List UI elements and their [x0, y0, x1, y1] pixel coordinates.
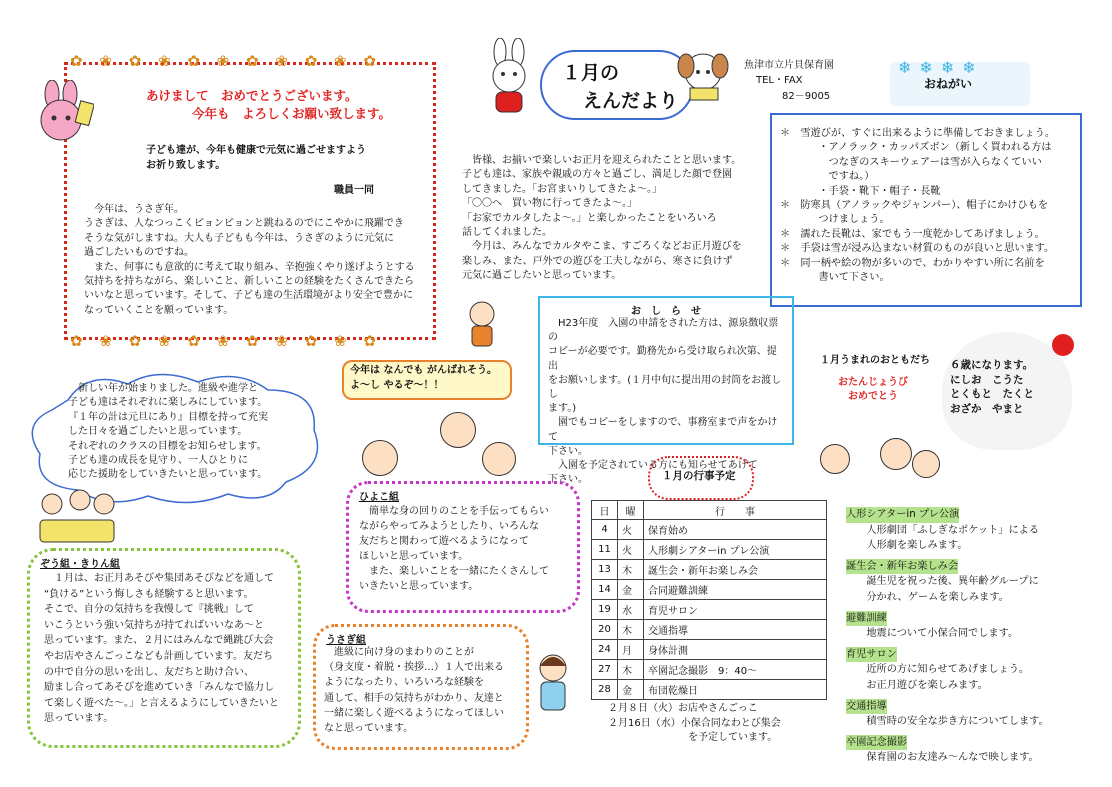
event-name: 布団乾燥日 [644, 680, 827, 700]
schedule-body: 誕生児を祝った後、異年齢グループに 分かれ、ゲームを楽しみます。 [866, 576, 1039, 603]
usagi-class-body: 進級に向け身のまわりのことが （身支度・着脱・挨拶…）１人で出来る ようになったり、いろいろな経験を 通して、相手の気持ちがわかり、友達と 一緒に楽しく遊べるようになってほしい なと思っています。 [324, 647, 504, 735]
zoo-class-label: ぞう組・きりん組 [40, 559, 120, 570]
zoo-class-body: １月は、お正月あそびや集団あそびなどを通して “負ける”という悔しさも経験すると思います。 そこで、自分の気持ちを我慢して『挑戦』して いこうという強い気持ちが持てればいいなあ～と 思っています。また、２月にはみんなで縄跳び大会 やお店やさんごっこなども計画しています。友だち の中で自分の思いを出し、友だちと助け合い、 励まし合ってあそびを進めていき「みんなで協力し て楽しく遊べた～。」と言えるようにしていきたいと 思っています。 [44, 573, 279, 725]
table-row [592, 580, 827, 600]
event-name: 卒園記念撮影 9：40～ [644, 660, 827, 680]
child-illustration [462, 298, 502, 354]
event-day: 14 [592, 580, 618, 600]
events-followup: ２月８日（火）お店やさんごっこ ２月16日（水）小保合同なわとび集会 を予定しています。 [608, 703, 781, 743]
event-name: 育児サロン [644, 600, 827, 620]
event-day: 24 [592, 640, 618, 660]
schedule-body: 近所の方に知らせてあげましょう。 お正月遊びを楽しみます。 [866, 664, 1030, 691]
table-row [592, 540, 827, 560]
events-table [591, 500, 827, 700]
usagi-class-label: うさぎ組 [326, 635, 366, 646]
schedule-body: 地震について小保合同でします。 [846, 628, 1019, 640]
event-name: 交通指導 [644, 620, 827, 640]
events-header-weekday: 曜 [618, 501, 644, 520]
request-item: ＊ 雪遊びが、すぐに出来るように準備しておきましょう。 ・アノラック・カッパズボン（新しく買われる方は つなぎのスキーウェアーは雪が入らなくていい ですね。） ・手袋・靴下・帽子・長靴 [780, 128, 1056, 197]
notice-body: H23年度 入園の申請をされた方は、源泉徴収票の コピーが必要です。勤務先から受け取られ次第、提出 をお願いします。(１月中旬に提出用の封筒をお渡しし ます。) 園でもコピーをしますので、事務室まで声をかけて 下さい。 入園を予定されている方にも知らせてあげて 下さい。 [548, 318, 782, 486]
greeting-signature: 職員一同 [334, 185, 374, 196]
child-face-icon [820, 444, 850, 474]
child-face-icon [880, 438, 912, 470]
event-weekday: 火 [618, 520, 644, 540]
schedule-notes [846, 502, 1086, 766]
onegai-title: おねがい [924, 77, 973, 91]
event-name: 人形劇シアターin プレ公演 [644, 540, 827, 560]
girl-face-icon [482, 442, 516, 476]
schedule-body: 積雪時の安全な歩き方についてします。 [846, 716, 1049, 728]
event-day: 13 [592, 560, 618, 580]
table-row [592, 660, 827, 680]
girl-face-icon [362, 440, 398, 476]
notice-title: お し ら せ [631, 306, 701, 317]
table-row [592, 680, 827, 700]
phone-number: 82－9005 [782, 91, 831, 102]
decoration-bottom: ✿ ❀ ✿ ❀ ✿ ❀ ✿ ❀ ✿ ❀ ✿ [70, 332, 382, 350]
greeting-wish: 子ども達が、今年も健康で元気に過ごせますよう お祈り致します。 [146, 145, 366, 171]
schedule-item [846, 730, 1086, 766]
rabbit-illustration [474, 38, 550, 118]
event-weekday: 木 [618, 620, 644, 640]
requests-box [770, 113, 1082, 307]
event-weekday: 月 [618, 640, 644, 660]
schedule-heading: 人形シアターin プレ公演 [846, 507, 959, 523]
event-weekday: 金 [618, 580, 644, 600]
birthday-wish: おたんじょうび おめでとう [838, 377, 908, 402]
event-day: 28 [592, 680, 618, 700]
event-weekday: 金 [618, 680, 644, 700]
greeting-body: 今年は、うさぎ年。 うさぎは、人なつっこくピョンピョンと跳ねるのでにこやかに飛躍でき そうな気がしますね。大人も子どもも今年は、うさぎのように元気に 過ごしたいものですね。 また、何事にも意欲的に考えて取り組み、辛抱強くやり遂げようとする 気持ちを持ちながら、楽しいこと、新しいことの経験をたくさんできたら いいなと思っています。そして、子ども達の生活環境がより安全で豊かに なっていくことを願っています。 [84, 204, 415, 316]
schedule-item [846, 642, 1086, 694]
title-line-1: １月の [562, 62, 620, 84]
usagi-class-box [313, 624, 529, 750]
child-face-icon [912, 450, 940, 478]
snowflake-icon: ❄❄❄❄ [898, 58, 984, 77]
greeting-line-1: あけまして おめでとうございます。 [146, 88, 358, 103]
table-row [592, 640, 827, 660]
schedule-item [846, 606, 1086, 642]
table-row [592, 560, 827, 580]
decoration-top: ✿ ❀ ✿ ❀ ✿ ❀ ✿ ❀ ✿ ❀ ✿ [70, 52, 382, 70]
event-name: 誕生会・新年お楽しみ会 [644, 560, 827, 580]
request-item: ＊ 濡れた長靴は、家でもう一度乾かしてあげましょう。 [780, 228, 1045, 240]
bunny-illustration [24, 80, 94, 152]
schedule-body: 人形劇団「ふしぎなポケット」による 人形劇を楽しみます。 [866, 524, 1040, 552]
event-name: 保育始め [644, 520, 827, 540]
request-item: ＊ 同一柄や絵の物が多いので、わかりやすい所に名前を 書いて下さい。 [780, 257, 1045, 284]
girl-illustration [530, 652, 576, 716]
schedule-heading: 誕生会・新年お楽しみ会 [846, 559, 958, 575]
event-day: 27 [592, 660, 618, 680]
schedule-heading: 育児サロン [846, 647, 897, 663]
event-name: 合同避難訓練 [644, 580, 827, 600]
table-row [592, 600, 827, 620]
schedule-item [846, 694, 1086, 730]
event-weekday: 木 [618, 660, 644, 680]
tel-fax-label: TEL・FAX [756, 75, 803, 86]
event-day: 11 [592, 540, 618, 560]
schedule-item [846, 554, 1086, 606]
org-name: 魚津市立片貝保育園 [744, 60, 834, 71]
request-item: ＊ 防寒具（アノラックやジャンパー）、帽子にかけひもを つけましょう。 [780, 200, 1049, 226]
hiyoko-class-body: 簡単な身の回りのことを手伝ってもらい ながらやってみようとしたり、いろんな 友だちと関わって遊べるようになって ほしいと思っています。 また、楽しいことを一緒にたくさんして いきたいと思っています。 [359, 506, 549, 592]
event-day: 4 [592, 520, 618, 540]
hiyoko-class-label: ひよこ組 [359, 492, 399, 503]
zoo-class-box [27, 548, 301, 748]
cloud-text: 新しい年が始まりました。進級や進学と 子ども達はそれぞれに楽しみにしています。 『１年の計は元旦にあり』目標を持って充実 した日々を過ごしたいと思っています。 それぞれのクラスの目標をお知らせします。 子ども達の成長を見守り、一人ひとりに 応じた援助をしていきたいと思っています。 [68, 383, 268, 481]
events-title: １月の行事予定 [662, 470, 736, 482]
children-playing-illustration [36, 488, 118, 548]
schedule-heading: 交通指導 [846, 699, 887, 715]
schedule-item [846, 502, 1086, 554]
birthday-names: ６歳になります。 にしお こうた とくもと たくと おざか やまと [950, 359, 1034, 415]
schedule-heading: 卒園記念撮影 [846, 735, 907, 751]
schedule-heading: 避難訓練 [846, 611, 887, 627]
events-header-event: 行 事 [644, 501, 827, 520]
request-item: ＊ 手袋は雪が浸み込まない材質のものが良いと思います。 [780, 243, 1055, 255]
table-row [592, 520, 827, 540]
intro-text: 皆様、お揃いで楽しいお正月を迎えられたことと思います。 子ども達は、家族や親戚の方々と過ごし、満足した顔で登園 してきました。「お宮まいりしてきたよ～。」 「〇〇へ 買い物に行ってきたよ～。」 「お家でカルタしたよ～。」と楽しかったことをいろいろ 話してくれました。 今月は、みんなでカルタやこま、すごろくなどお正月遊びを 楽しみ、また、戸外での遊びを工夫しながら、寒さに負けず 元気に過ごしたいと思っています。 [462, 155, 742, 282]
greeting-line-2: 今年も よろしくお願い致します。 [192, 106, 392, 121]
puppy-illustration [670, 44, 736, 106]
snowman-hat-icon [1052, 334, 1074, 356]
event-day: 20 [592, 620, 618, 640]
birthday-title: １月うまれのおともだち [820, 355, 930, 366]
event-weekday: 火 [618, 540, 644, 560]
event-weekday: 水 [618, 600, 644, 620]
schedule-body: 保育園のお友達み～んなで映します。 [846, 752, 1039, 764]
speech-text: 今年は なんでも がんばれそう。 よ～し やるぞ～！！ [350, 365, 497, 391]
event-name: 身体計測 [644, 640, 827, 660]
boy-face-icon [440, 412, 476, 448]
event-day: 19 [592, 600, 618, 620]
events-header-day: 日 [592, 501, 618, 520]
hiyoko-class-box [346, 481, 580, 613]
event-weekday: 木 [618, 560, 644, 580]
title-line-2: えんだより [583, 90, 679, 112]
table-row [592, 620, 827, 640]
